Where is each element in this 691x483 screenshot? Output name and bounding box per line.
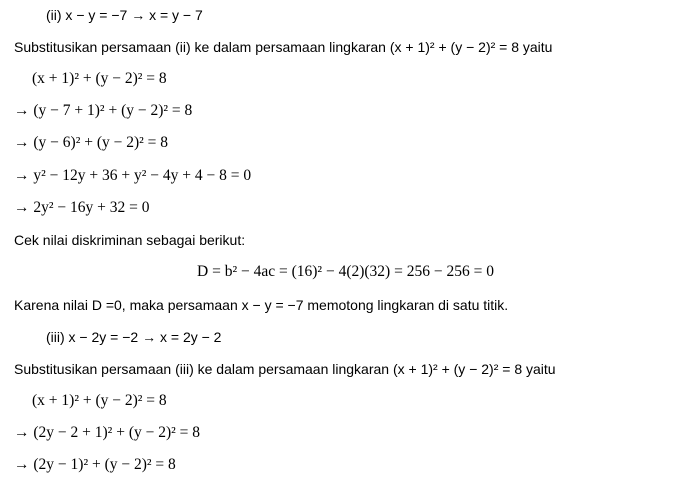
- step-ii-4: → 2y² − 16y + 32 = 0: [14, 199, 150, 216]
- discriminant-heading: Cek nilai diskriminan sebagai berikut:: [14, 232, 246, 248]
- circle-equation-ii: (x + 1)² + (y − 2)² = 8: [32, 70, 167, 87]
- step-ii-2: → (y − 6)² + (y − 2)² = 8: [14, 134, 169, 151]
- step-iii-1: → (2y − 2 + 1)² + (y − 2)² = 8: [14, 424, 201, 441]
- case-ii-line: (ii) x − y = −7 → x = y − 7: [46, 7, 203, 23]
- discriminant-equation: D = b² − 4ac = (16)² − 4(2)(32) = 256 − 256 = 0: [197, 263, 494, 280]
- substitution-ii-text: Substitusikan persamaan (ii) ke dalam persamaan lingkaran (x + 1)² + (y − 2)² = 8 yaitu: [14, 39, 553, 55]
- case-iii-line: (iii) x − 2y = −2 → x = 2y − 2: [46, 329, 222, 345]
- step-ii-1: → (y − 7 + 1)² + (y − 2)² = 8: [14, 102, 193, 119]
- step-ii-3: → y² − 12y + 36 + y² − 4y + 4 − 8 = 0: [14, 167, 252, 184]
- circle-equation-iii: (x + 1)² + (y − 2)² = 8: [32, 392, 167, 409]
- conclusion-text: Karena nilai D =0, maka persamaan x − y = −7 memotong lingkaran di satu titik.: [14, 297, 509, 313]
- substitution-iii-text: Substitusikan persamaan (iii) ke dalam persamaan lingkaran (x + 1)² + (y − 2)² = 8 yaitu: [14, 361, 556, 377]
- step-iii-2: → (2y − 1)² + (y − 2)² = 8: [14, 456, 176, 473]
